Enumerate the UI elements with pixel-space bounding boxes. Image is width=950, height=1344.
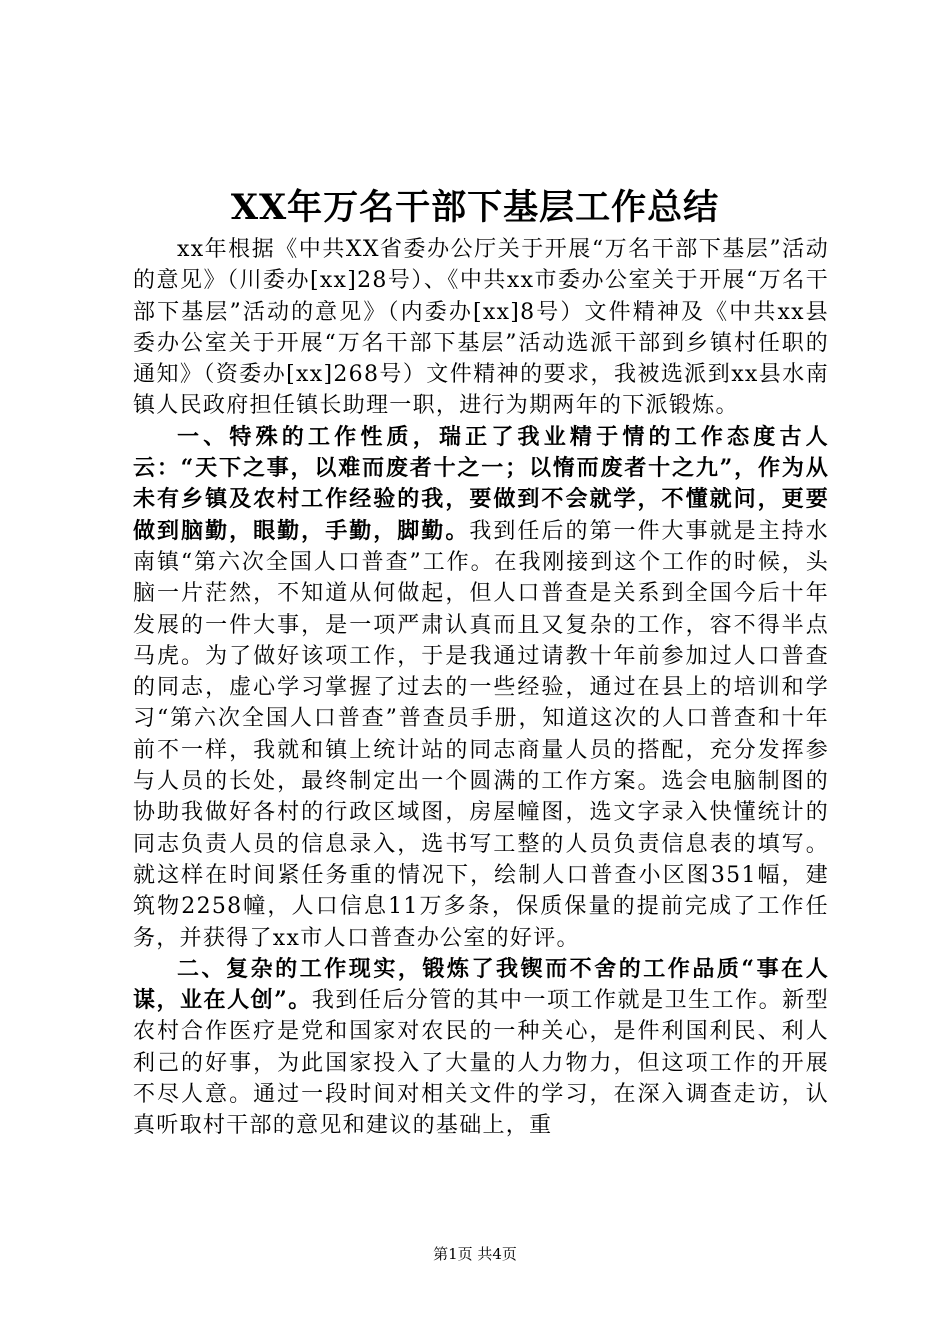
paragraph-intro [133, 234, 829, 422]
document-body [133, 234, 829, 1142]
paragraph-intro-text: xx年根据《中共XX省委办公厅关于开展“万名干部下基层”活动的意见》（川委办[xx]28号）、《中共xx市委办公室关于开展“万名干部下基层”活动的意见》（内委办[xx]8号）文件精神及《中共xx县委办公室关于开展“万名干部下基层”活动选派干部到乡镇村任职的通知》（资委办[xx]268号）文件精神的要求，我被选派到xx县水南镇人民政府担任镇长助理一职，进行为期两年的下派锻炼。 [133, 237, 829, 419]
section-one-text: 我到任后的第一件大事就是主持水南镇“第六次全国人口普查”工作。在我刚接到这个工作的时候，头脑一片茫然，不知道从何做起，但人口普查是关系到全国今后十年发展的一件大事，是一项严肃认真而且又复杂的工作，容不得半点马虎。为了做好该项工作，于是我通过请教十年前参加过人口普查的同志，虚心学习掌握了过去的一些经验，通过在县上的培训和学习“第六次全国人口普查”普查员手册，知道这次的人口普查和十年前不一样，我就和镇上统计站的同志商量人员的搭配，充分发挥参与人员的长处，最终制定出一个圆满的工作方案。选会电脑制图的协助我做好各村的行政区域图，房屋幢图，选文字录入快懂统计的同志负责人员的信息录入，选书写工整的人员负责信息表的填写。就这样在时间紧任务重的情况下，绘制人口普查小区图351幅，建筑物2258幢，人口信息11万多条，保质保量的提前完成了工作任务，并获得了xx市人口普查办公室的好评。 [133, 518, 829, 951]
page-number-footer: 第1页 共4页 [433, 1245, 517, 1263]
paragraph-section-two [133, 954, 829, 1142]
section-two-heading: 二、复杂的工作现实，锻炼了我锲而不舍的工作品质“事在人谋，业在人创”。 [133, 955, 829, 1014]
section-two-text: 我到任后分管的其中一项工作就是卫生工作。新型农村合作医疗是党和国家对农民的一种关心，是件利国利民、利人利己的好事，为此国家投入了大量的人力物力，但这项工作的开展不尽人意。通过一段时间对相关文件的学习，在深入调查走访，认真听取村干部的意见和建议的基础上，重 [133, 988, 829, 1139]
section-one-heading: 一、特殊的工作性质，瑞正了我业精于情的工作态度古人云：“天下之事，以难而废者十之一；以惰而废者十之九”，作为从未有乡镇及农村工作经验的我，要做到不会就学，不懂就问，更要做到脑勤，眼勤，手勤，脚勤。 [133, 423, 829, 544]
paragraph-section-one [133, 422, 829, 954]
document-title: XX年万名干部下基层工作总结 [230, 187, 720, 228]
